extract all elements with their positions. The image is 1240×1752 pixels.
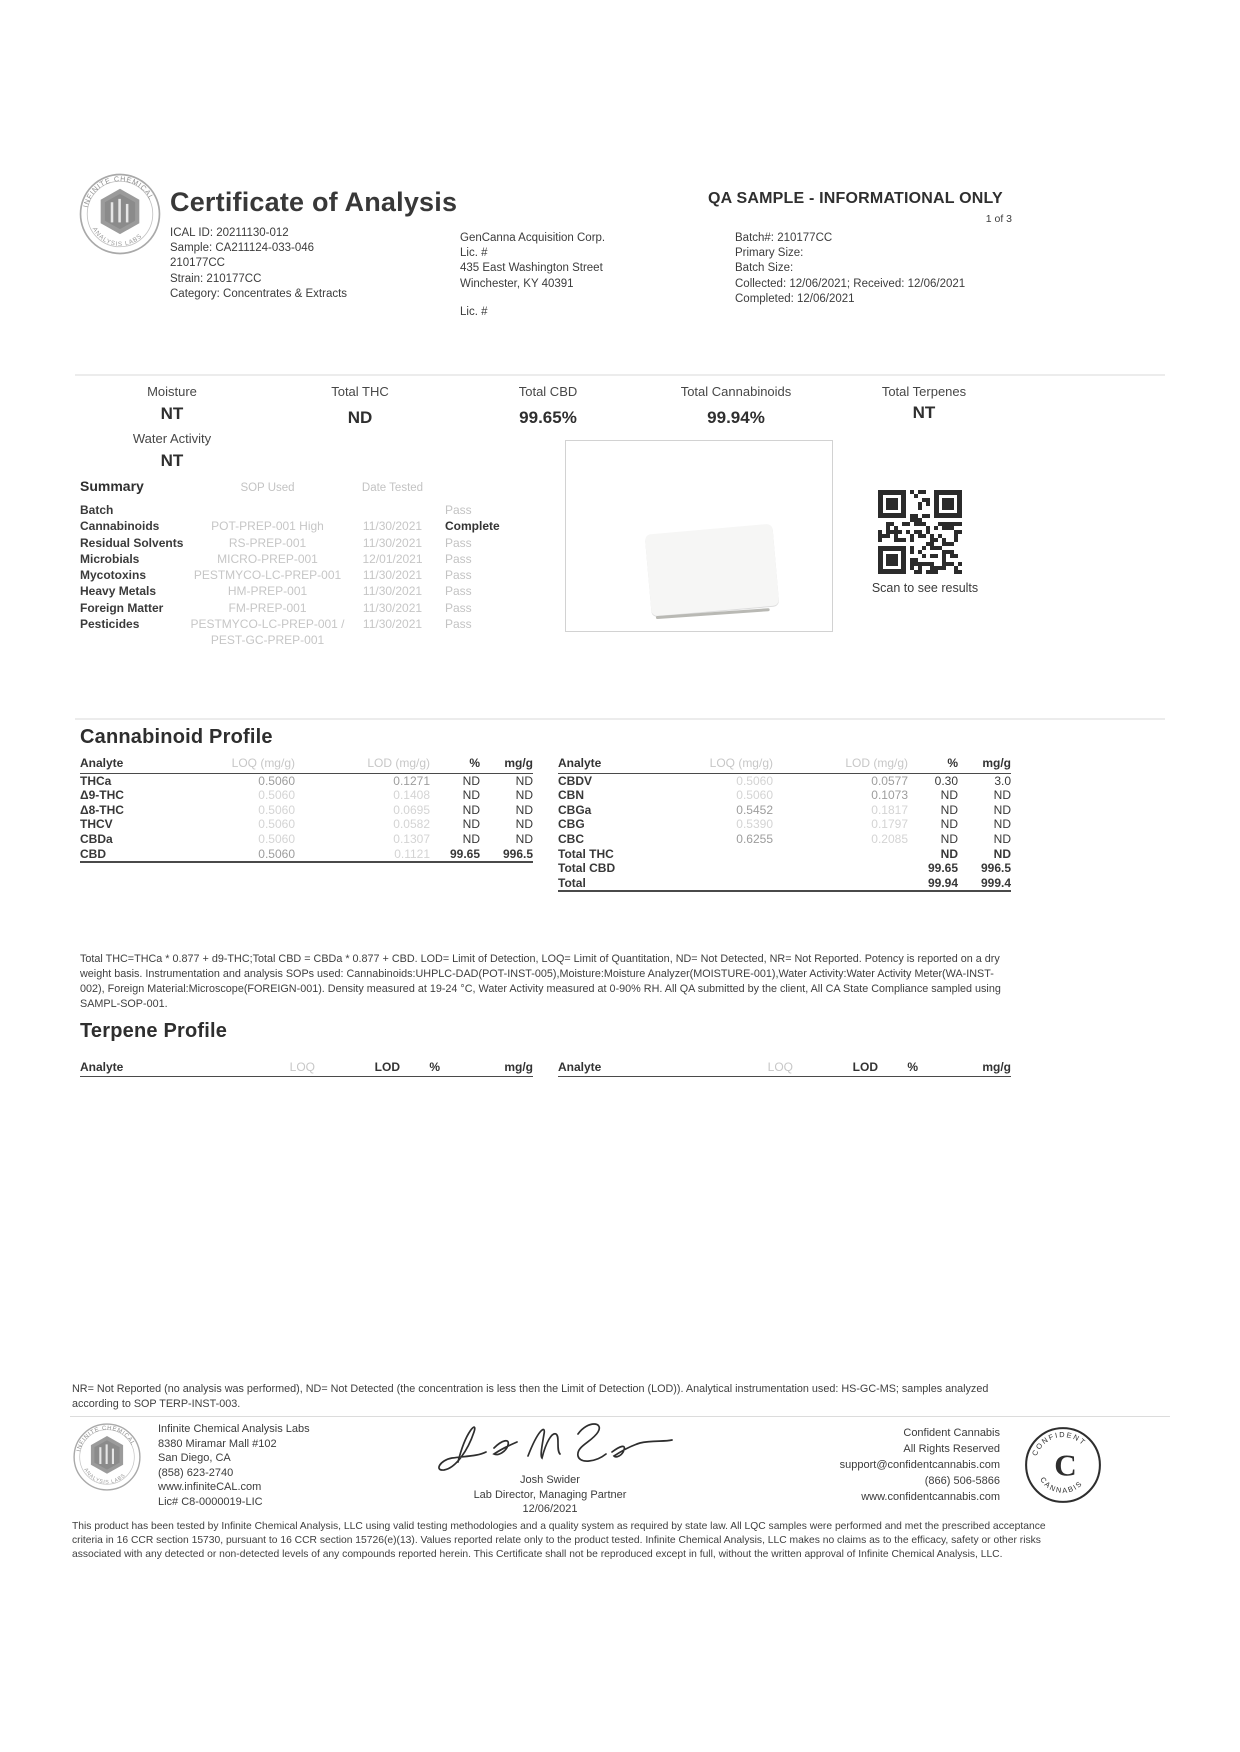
stat-total-thc: [266, 384, 454, 471]
analyte-loq: 0.5390: [736, 817, 773, 832]
analyte-percent: ND: [462, 802, 480, 817]
summary-row: [80, 567, 510, 583]
col-analyte: Analyte: [80, 756, 124, 770]
analyte-name: Total CBD: [558, 861, 616, 876]
batch-detail-line: Batch#: 210177CC: [735, 232, 833, 244]
summary-test-name: Pesticides: [80, 617, 140, 632]
analyte-percent: ND: [940, 802, 958, 817]
stat-moisture: [78, 384, 266, 471]
summary-sop: [185, 600, 350, 616]
analyte-percent: ND: [462, 817, 480, 832]
analyte-lod: 0.2085: [871, 831, 908, 846]
summary-sop: [185, 583, 350, 599]
confident-cannabis-line: Confident Cannabis: [903, 1427, 1000, 1439]
confident-cannabis-line: www.confidentcannabis.com: [861, 1491, 1000, 1503]
col-lod: LOD: [852, 1060, 878, 1074]
signature-icon: [420, 1412, 680, 1474]
summary-row: [80, 600, 510, 616]
svg-text:INFINITE CHEMICAL: INFINITE CHEMICAL: [81, 175, 156, 209]
summary-row: [80, 583, 510, 599]
cannabinoid-footnote: Total THC=THCa * 0.877 + d9-THC;Total CBD = CBDa * 0.877 + CBD. LOD= Limit of Detection, LOQ= Limit of Quantitation, ND= Not Detected, NR= Not Reported. Potency is reported on a dry weight basis. Instrumentation and analysis SOPs used: Cannabinoids:UHPLC-DAD(POT-INST-005),Moisture:Moisture Analyzer(MOISTURE-001),Water Activity:Water Activity Meter(WA-INST-002), Foreign Material:Microscope(FOREIGN-001). Density measured at 19-24 °C, Water Activity measured at 0-90% RH. All QA submitted by the client, All CA State Compliance sampled using SAMPL-SOP-001.: [80, 953, 1001, 1010]
svg-text:CONFIDENT: CONFIDENT: [1029, 1430, 1089, 1458]
analyte-lod: 0.1307: [393, 831, 430, 846]
confident-cannabis-line: support@confidentcannabis.com: [839, 1459, 1000, 1471]
analyte-mgg: ND: [515, 802, 533, 817]
lab-detail-line: Sample: CA211124-033-046: [170, 242, 315, 255]
qr-code: [878, 490, 962, 574]
summary-header: [80, 478, 510, 494]
analyte-loq: 0.5060: [258, 817, 295, 832]
analyte-mgg: ND: [515, 817, 533, 832]
table-bottom-rule: [80, 861, 533, 863]
svg-text:ANALYSIS LABS: ANALYSIS LABS: [82, 1467, 128, 1486]
analyte-percent: ND: [462, 773, 480, 788]
stat-label: Water Activity: [132, 431, 212, 446]
summary-test-name: Cannabinoids: [80, 519, 160, 534]
infinite-chemical-logo-icon: [78, 172, 162, 256]
analyte-loq: 0.5060: [258, 788, 295, 803]
cannabinoid-table-header: [80, 756, 533, 774]
footer-lab-line: Infinite Chemical Analysis Labs: [158, 1423, 310, 1435]
analyte-lod: 0.1121: [394, 846, 430, 861]
analyte-name: CBDV: [558, 773, 593, 788]
confident-cannabis-line: All Rights Reserved: [903, 1443, 1000, 1455]
lab-detail-line: Category: Concentrates & Extracts: [170, 287, 348, 300]
analyte-name: CBN: [558, 788, 584, 803]
col-percent: %: [469, 756, 480, 770]
analyte-loq: 0.5060: [258, 831, 295, 846]
analyte-percent: ND: [940, 788, 958, 803]
analyte-mgg: ND: [993, 817, 1011, 832]
summary-date: 11/30/2021: [362, 584, 423, 599]
qr-caption: Scan to see results: [871, 581, 979, 595]
qr-finder-icon: [878, 490, 906, 518]
col-lod: LOD: [374, 1060, 400, 1074]
analyte-loq: 0.5060: [736, 788, 773, 803]
summary-row: [80, 616, 510, 649]
summary-row: [80, 535, 510, 551]
analyte-mgg: ND: [515, 773, 533, 788]
summary-sop-line: PEST-GC-PREP-001: [210, 633, 325, 648]
summary-date: 11/30/2021: [362, 568, 423, 583]
col-percent: %: [907, 1060, 918, 1074]
analyte-lod: [773, 847, 908, 862]
analyte-name: CBGa: [558, 802, 592, 817]
confident-cannabis-info: [740, 1425, 1000, 1505]
analyte-mgg: 996.5: [980, 861, 1011, 876]
lab-detail-line: Strain: 210177CC: [170, 272, 262, 285]
terpene-note: NR= Not Reported (no analysis was performed), ND= Not Detected (the concentration is less then the Limit of Detection (LOD)). Analytical instrumentation used: HS-GC-MS; samples analyzed according to SOP TERP-INST-003.: [72, 1383, 989, 1410]
analyte-mgg: 996.5: [502, 846, 533, 861]
lab-details: [170, 226, 347, 302]
analyte-name: THCa: [80, 773, 112, 788]
analyte-mgg: ND: [993, 846, 1011, 861]
analyte-lod: 0.0577: [871, 773, 908, 788]
stat-label: Total Cannabinoids: [680, 384, 792, 399]
stat-value: ND: [347, 408, 373, 427]
cannabinoid-rows-left: [80, 774, 533, 862]
table-bottom-rule: [558, 890, 1011, 892]
stats-strip: [78, 384, 1018, 471]
summary-test-name: Batch: [80, 503, 114, 517]
analyte-lod: 0.0695: [393, 802, 430, 817]
summary-col-date: Date Tested: [361, 482, 424, 494]
stat-label: Total Terpenes: [881, 384, 967, 399]
col-lod: LOD (mg/g): [367, 756, 430, 770]
col-loq: LOQ (mg/g): [231, 756, 295, 770]
signer-date: 12/06/2021: [522, 1503, 578, 1515]
cannabinoid-row: [558, 847, 1011, 862]
analyte-name: Δ9-THC: [80, 788, 124, 803]
col-analyte: Analyte: [558, 1060, 602, 1074]
analyte-name: CBDa: [80, 831, 113, 846]
svg-text:C: C: [1054, 1447, 1077, 1483]
summary-status: Pass: [445, 551, 472, 566]
sample-packet-image: [645, 524, 780, 617]
summary-sop: [185, 551, 350, 567]
svg-text:INFINITE CHEMICAL: INFINITE CHEMICAL: [76, 1425, 136, 1453]
analyte-lod: 0.1271: [393, 773, 430, 788]
stat-label: Total CBD: [518, 384, 578, 399]
summary-date: 11/30/2021: [362, 600, 423, 615]
summary-status: Pass: [445, 617, 472, 632]
batch-detail-line: Primary Size:: [735, 247, 804, 260]
col-analyte: Analyte: [558, 756, 602, 770]
summary-sop-line: PESTMYCO-LC-PREP-001: [193, 568, 342, 583]
footer-lab-info: [158, 1422, 310, 1510]
summary-sop: [185, 502, 350, 518]
summary-table: [80, 502, 510, 649]
analyte-loq: 0.5060: [258, 846, 295, 861]
footer-disclaimer: This product has been tested by Infinite Chemical Analysis, LLC using valid testing methodologies and a quality system as required by state law. All LQC samples were performed and met the prescribed acceptance criteria in 16 CCR section 15730, pursuant to 16 CCR section 15726(e)(13). Values reported relate only to the product tested. Infinite Chemical Analysis, LLC makes no claims as to the efficacy, safety or other risks associated with any detected or non-detected levels of any compounds reported herein. This Certificate shall not be reproduced except in full, without the written approval of Infinite Chemical Analysis, LLC.: [72, 1521, 1046, 1560]
analyte-mgg: ND: [993, 802, 1011, 817]
col-loq: LOQ: [289, 1060, 315, 1074]
confident-cannabis-line: (866) 506-5866: [924, 1475, 1000, 1487]
sample-photo: [565, 440, 833, 632]
col-mgg: mg/g: [504, 1060, 533, 1074]
analyte-loq: 0.5060: [736, 773, 773, 788]
batch-detail-line: Collected: 12/06/2021; Received: 12/06/2021: [735, 277, 966, 290]
page-indicator: 1 of 3: [985, 213, 1012, 225]
cannabinoid-row: [80, 832, 533, 847]
lab-detail-line: ICAL ID: 20211130-012: [170, 227, 289, 239]
summary-status: Pass: [445, 568, 472, 583]
client-detail-line: Winchester, KY 40391: [460, 277, 574, 290]
summary-title: Summary: [80, 478, 144, 494]
cannabinoid-row: [80, 817, 533, 832]
summary-status: Pass: [445, 584, 472, 599]
col-mgg: mg/g: [982, 756, 1011, 770]
cannabinoid-table-left: [80, 756, 533, 863]
analyte-name: Total: [558, 875, 586, 890]
summary-date: [350, 502, 435, 518]
col-percent: %: [429, 1060, 440, 1074]
summary-status: Pass: [445, 600, 472, 615]
analyte-mgg: 999.4: [980, 875, 1011, 890]
cannabinoid-row: [558, 817, 1011, 832]
footer-lab-line: Lic# C8-0000019-LIC: [158, 1495, 263, 1508]
analyte-loq: [678, 847, 773, 862]
summary-row: [80, 518, 510, 534]
client-detail-line: Lic. #: [460, 247, 488, 260]
summary-row: [80, 502, 510, 518]
summary-test-name: Heavy Metals: [80, 584, 157, 599]
footer-lab-line: 8380 Miramar Mall #102: [158, 1437, 277, 1450]
col-lod: LOD (mg/g): [845, 756, 908, 770]
analyte-lod: 0.1073: [871, 788, 908, 803]
analyte-lod: 0.0582: [393, 817, 430, 832]
analyte-lod: [773, 861, 908, 876]
analyte-percent: 0.30: [934, 773, 958, 788]
analyte-loq: 0.6255: [736, 831, 773, 846]
summary-status: Pass: [445, 503, 472, 517]
analyte-percent: 99.65: [927, 861, 958, 876]
batch-detail-line: Completed: 12/06/2021: [735, 292, 855, 305]
analyte-name: Δ8-THC: [80, 802, 124, 817]
analyte-loq: 0.5060: [258, 802, 295, 817]
cannabinoid-row: [558, 876, 1011, 891]
analyte-percent: ND: [462, 831, 480, 846]
col-loq: LOQ (mg/g): [709, 756, 773, 770]
analyte-loq: 0.5060: [258, 773, 295, 788]
qr-finder-icon: [934, 490, 962, 518]
cannabinoid-row: [80, 847, 533, 862]
cannabinoid-top-rule: [75, 718, 1165, 720]
analyte-name: CBC: [558, 831, 584, 846]
summary-sop-line: POT-PREP-001 High: [211, 519, 324, 534]
analyte-percent: 99.65: [449, 846, 480, 861]
analyte-lod: [773, 876, 908, 891]
summary-date: 11/30/2021: [362, 535, 423, 550]
cannabinoid-profile-title: Cannabinoid Profile: [80, 726, 273, 748]
summary-sop-line: PESTMYCO-LC-PREP-001 /: [190, 617, 345, 632]
page-title: Certificate of Analysis: [170, 187, 458, 217]
summary-date: 12/01/2021: [362, 551, 423, 566]
col-mgg: mg/g: [982, 1060, 1011, 1074]
cannabinoid-row: [80, 774, 533, 789]
summary-sop-line: HM-PREP-001: [227, 584, 308, 599]
analyte-mgg: ND: [993, 831, 1011, 846]
analyte-mgg: ND: [515, 831, 533, 846]
summary-sop-line: MICRO-PREP-001: [217, 551, 318, 566]
summary-test-name: Microbials: [80, 551, 140, 566]
cannabinoid-table-header: [558, 756, 1011, 774]
qa-sample-banner: QA SAMPLE - INFORMATIONAL ONLY: [708, 190, 1003, 207]
signer-role: Lab Director, Managing Partner: [473, 1488, 627, 1501]
client-detail-line: 435 East Washington Street: [460, 262, 603, 275]
analyte-loq: [678, 876, 773, 891]
summary-test-name: Foreign Matter: [80, 600, 164, 615]
qr-finder-icon: [878, 546, 906, 574]
client-license-2: Lic. #: [460, 306, 488, 318]
summary-test-name: Residual Solvents: [80, 535, 184, 550]
cannabinoid-row: [558, 774, 1011, 789]
terpene-table-header-left: [80, 1060, 533, 1077]
analyte-name: CBG: [558, 817, 585, 832]
stat-label: Total THC: [331, 384, 389, 399]
svg-text:ANALYSIS LABS: ANALYSIS LABS: [90, 226, 144, 248]
summary-status: Complete: [445, 519, 500, 534]
analyte-percent: ND: [940, 846, 958, 861]
footer-lab-line: San Diego, CA: [158, 1452, 231, 1465]
analyte-percent: 99.94: [927, 875, 958, 890]
summary-sop: [185, 567, 350, 583]
client-detail-line: GenCanna Acquisition Corp.: [460, 232, 606, 244]
cannabinoid-row: [80, 803, 533, 818]
col-analyte: Analyte: [80, 1060, 124, 1074]
infinite-chemical-logo-small-icon: [72, 1422, 142, 1492]
summary-col-sop: SOP Used: [240, 482, 295, 494]
analyte-loq: [678, 861, 773, 876]
client-details: [460, 231, 605, 292]
stat-value: NT: [160, 404, 184, 423]
analyte-lod: 0.1817: [871, 802, 908, 817]
stats-top-rule: [75, 374, 1165, 376]
summary-sop: [185, 535, 350, 551]
terpene-table-header-right: [558, 1060, 1011, 1077]
stat-value: NT: [912, 403, 936, 422]
batch-details: [735, 231, 965, 307]
batch-detail-line: Batch Size:: [735, 262, 794, 275]
stat-value: 99.94%: [707, 408, 765, 427]
stat-value: NT: [160, 451, 184, 470]
summary-row: [80, 551, 510, 567]
signature-block: [430, 1473, 670, 1517]
summary-sop: [185, 518, 350, 534]
cannabinoid-row: [558, 788, 1011, 803]
analyte-lod: 0.1408: [393, 788, 430, 803]
cannabinoid-row: [558, 803, 1011, 818]
analyte-loq: 0.5452: [736, 802, 773, 817]
col-loq: LOQ: [767, 1060, 793, 1074]
cannabinoid-row: [558, 861, 1011, 876]
summary-sop-line: RS-PREP-001: [228, 535, 307, 550]
cannabinoid-row: [558, 832, 1011, 847]
col-percent: %: [947, 756, 958, 770]
summary-sop: [185, 616, 350, 649]
footer-lab-line: (858) 623-2740: [158, 1466, 234, 1479]
analyte-mgg: ND: [515, 788, 533, 803]
analyte-percent: ND: [940, 831, 958, 846]
footer-lab-line: www.infiniteCAL.com: [158, 1481, 262, 1494]
analyte-mgg: ND: [993, 788, 1011, 803]
signer-name: Josh Swider: [520, 1474, 580, 1486]
analyte-name: CBD: [80, 846, 106, 861]
stat-total-terpenes: [830, 384, 1018, 471]
confident-cannabis-logo-icon: [1022, 1424, 1104, 1506]
col-mgg: mg/g: [504, 756, 533, 770]
summary-date: 11/30/2021: [362, 519, 423, 534]
summary-status: Pass: [445, 535, 472, 550]
cannabinoid-table-right: [558, 756, 1011, 892]
summary-test-name: Mycotoxins: [80, 568, 147, 583]
terpene-profile-title: Terpene Profile: [80, 1020, 228, 1042]
stat-label: Moisture: [147, 384, 197, 399]
lab-detail-line: 210177CC: [170, 257, 225, 270]
analyte-percent: ND: [940, 817, 958, 832]
analyte-percent: ND: [462, 788, 480, 803]
svg-text:CANNABIS: CANNABIS: [1038, 1475, 1085, 1496]
cannabinoid-rows-right: [558, 774, 1011, 891]
summary-date: 11/30/2021: [362, 617, 423, 632]
cannabinoid-row: [80, 788, 533, 803]
stat-value: 99.65%: [519, 408, 577, 427]
summary-sop-line: FM-PREP-001: [228, 600, 307, 615]
analyte-lod: 0.1797: [871, 817, 908, 832]
analyte-name: Total THC: [558, 846, 614, 861]
analyte-name: THCV: [80, 817, 113, 832]
analyte-mgg: 3.0: [994, 773, 1011, 788]
